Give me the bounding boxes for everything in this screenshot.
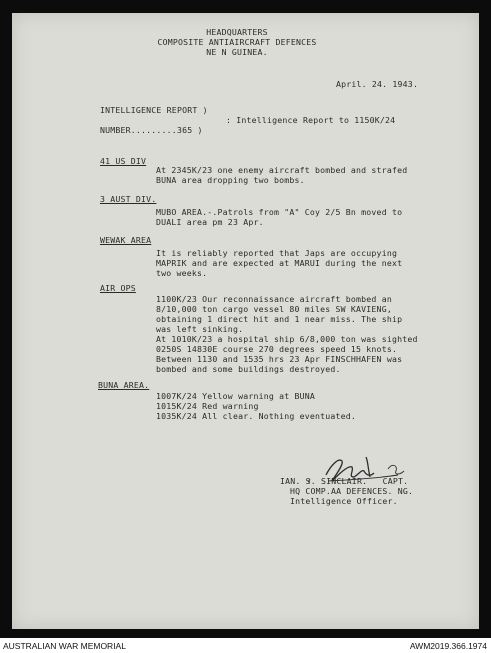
report-date: April. 24. 1943. [336, 79, 419, 89]
section-line: two weeks. [156, 268, 208, 278]
document-page [12, 13, 479, 629]
section-heading: BUNA AREA. [98, 380, 150, 390]
section-line: It is reliably reported that Japs are occupying [156, 248, 398, 258]
section-line: MUBO AREA.-.Patrols from "A" Coy 2/5 Bn moved to [156, 207, 403, 217]
section-line: 8/10,000 ton cargo vessel 80 miles SW KAVIENG, [156, 304, 392, 314]
section-heading: 3 AUST DIV. [100, 194, 157, 204]
section-line: MAPRIK and are expected at MARUI during the next [156, 258, 403, 268]
report-label-1: INTELLIGENCE REPORT ) [100, 105, 208, 115]
report-title: : Intelligence Report to 1150K/24 [226, 115, 396, 125]
section-heading: WEWAK AREA [100, 235, 152, 245]
section-line: 0250S 14830E course 270 degrees speed 15 knots. [156, 344, 398, 354]
section-line: obtaining 1 direct hit and 1 near miss. The ship [156, 314, 403, 324]
section-heading: 41 US DIV [100, 156, 147, 166]
section-heading: AIR OPS [100, 283, 136, 293]
signature-line-2: HQ COMP.AA DEFENCES. NG. [290, 486, 414, 496]
signature-line-3: Intelligence Officer. [290, 496, 398, 506]
footer-accession-number: AWM2019.366.1974 [409, 641, 487, 651]
section-line: bombed and some buildings destroyed. [156, 364, 341, 374]
section-line: 1007K/24 Yellow warning at BUNA [156, 391, 316, 401]
header-line-2: COMPOSITE ANTIAIRCRAFT DEFENCES [157, 37, 317, 47]
signature-line-1: IAN. S. SINCLAIR. CAPT. [280, 476, 409, 486]
section-line: was left sinking. [156, 324, 244, 334]
section-line: 1015K/24 Red warning [156, 401, 259, 411]
section-line: 1100K/23 Our reconnaissance aircraft bombed an [156, 294, 392, 304]
section-line: BUNA area dropping two bombs. [156, 175, 305, 185]
section-line: DUALI area pm 23 Apr. [156, 217, 264, 227]
header-line-1: HEADQUARTERS [206, 27, 268, 37]
footer-source: AUSTRALIAN WAR MEMORIAL [3, 641, 126, 651]
header-line-3: NE N GUINEA. [206, 47, 268, 57]
section-line: At 1010K/23 a hospital ship 6/8,000 ton was sighted [156, 334, 418, 344]
section-line: At 2345K/23 one enemy aircraft bombed and strafed [156, 165, 408, 175]
section-line: 1035K/24 All clear. Nothing eventuated. [156, 411, 357, 421]
report-label-2: NUMBER.........365 ) [100, 125, 203, 135]
section-line: Between 1130 and 1535 hrs 23 Apr FINSCHHAFEN was [156, 354, 403, 364]
